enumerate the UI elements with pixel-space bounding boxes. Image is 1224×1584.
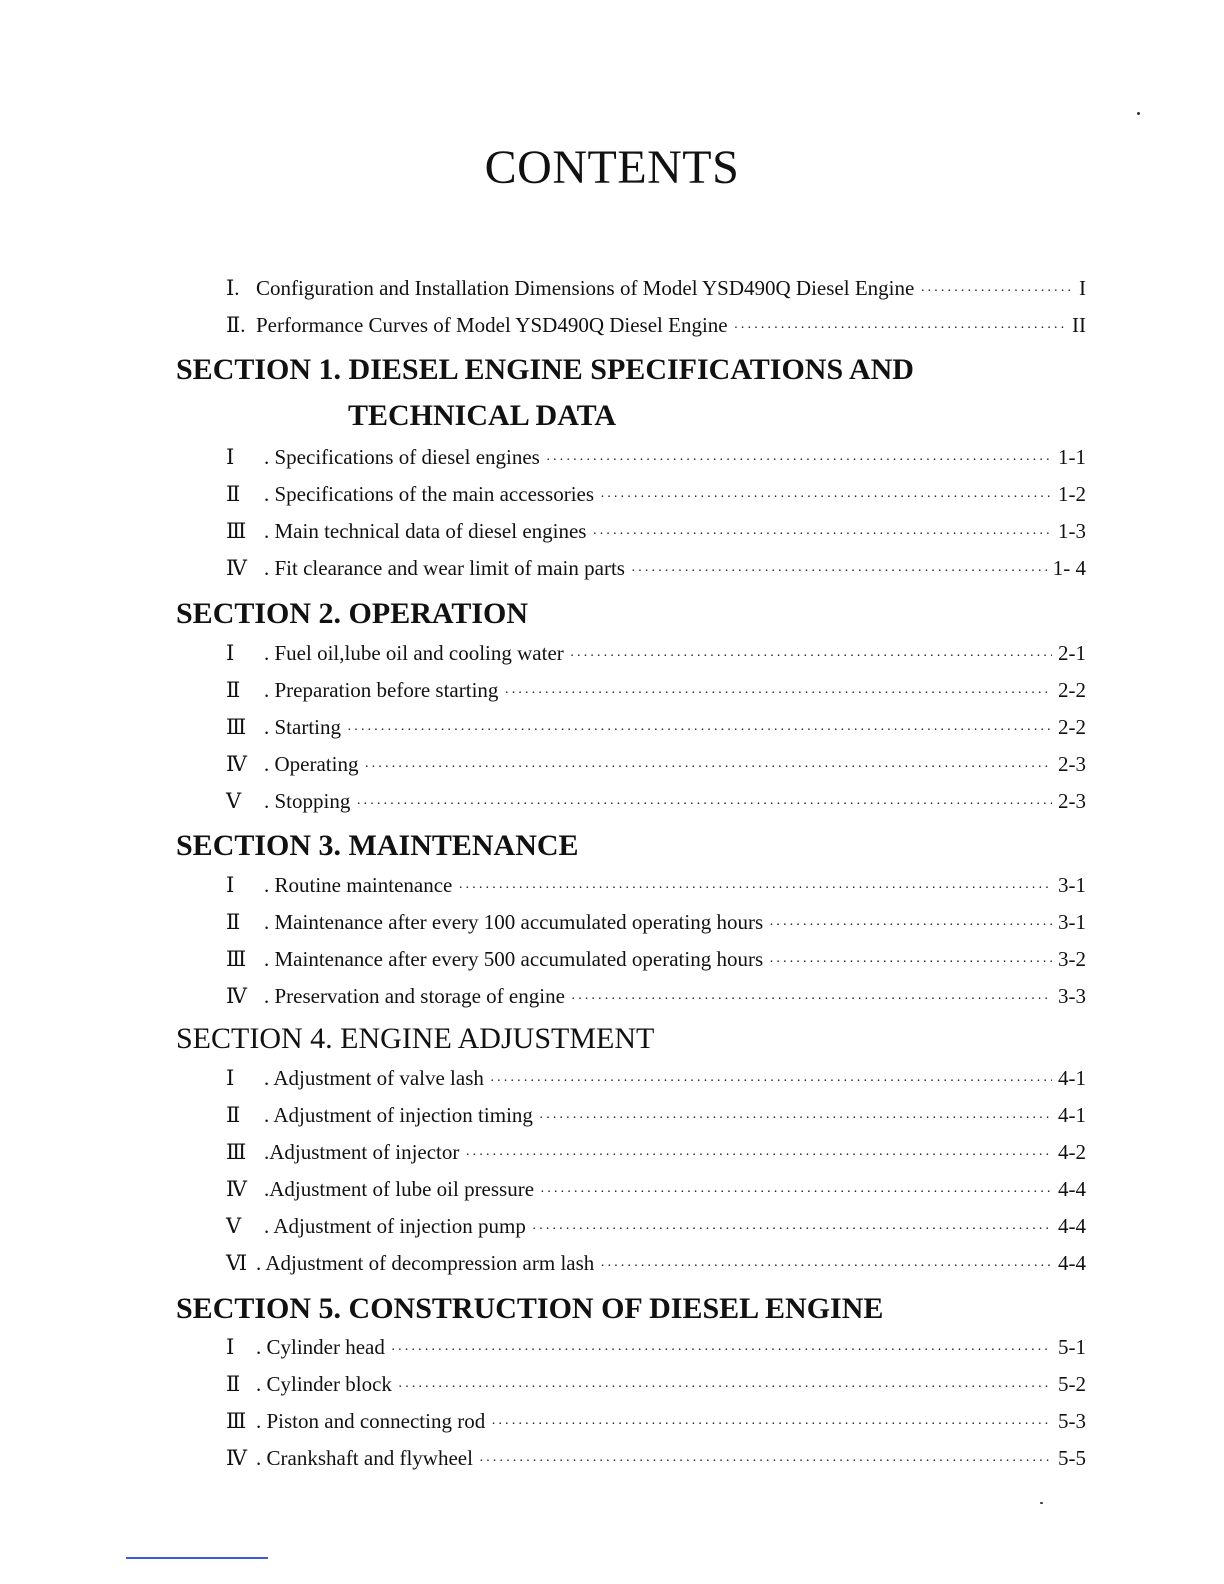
leader-dots (391, 1336, 1052, 1366)
leader-dots (491, 1410, 1052, 1440)
entry-number: Ⅲ (226, 1140, 247, 1164)
leader-dots (734, 314, 1066, 344)
entry-title: . Preservation and storage of engine (264, 984, 565, 1008)
entry-number: Ⅰ (226, 1066, 235, 1090)
entry-title: . Maintenance after every 100 accumulated operating hours (264, 910, 764, 934)
entry-number: Ⅳ (226, 556, 247, 580)
entry-page: 2-3 (1058, 789, 1086, 813)
entry-page: 2-3 (1058, 752, 1086, 776)
toc-entry-5-1[interactable] (226, 1332, 1086, 1362)
entry-page: 4-4 (1058, 1177, 1086, 1201)
leader-dots (356, 790, 1052, 820)
entry-page: 4-1 (1058, 1103, 1086, 1127)
entry-page: I (1079, 276, 1086, 300)
entry-title: . Starting (264, 715, 341, 739)
entry-title: Configuration and Installation Dimensions of Model YSD490Q Diesel Engine (256, 276, 915, 300)
entry-title: . Specifications of the main accessories (264, 482, 595, 506)
entry-number: Ⅲ (226, 715, 247, 739)
toc-entry-2-2[interactable] (226, 675, 1086, 705)
toc-entry-1-2[interactable] (226, 479, 1086, 509)
entry-title: .Adjustment of injector (264, 1140, 460, 1164)
entry-number: Ⅵ (226, 1251, 248, 1275)
entry-number: Ⅱ (226, 1103, 241, 1127)
entry-page: 4-4 (1058, 1214, 1086, 1238)
entry-title: . Preparation before starting (264, 678, 499, 702)
entry-number: Ⅳ (226, 1446, 247, 1470)
toc-entry-4-2[interactable] (226, 1100, 1086, 1130)
leader-dots (490, 1067, 1052, 1097)
toc-entry-4-6[interactable] (226, 1248, 1086, 1278)
entry-page: 1-2 (1058, 482, 1086, 506)
leader-dots (364, 753, 1052, 783)
entry-number: Ⅲ (226, 947, 247, 971)
leader-dots (398, 1373, 1052, 1403)
toc-entry-4-3[interactable] (226, 1137, 1086, 1167)
entry-number: Ⅲ (226, 1409, 247, 1433)
toc-entry-3-4[interactable] (226, 981, 1086, 1011)
entry-page: 2-1 (1058, 641, 1086, 665)
entry-title: . Fit clearance and wear limit of main parts (264, 556, 625, 580)
leader-dots (546, 446, 1052, 476)
entry-title: . Adjustment of decompression arm lash (256, 1251, 595, 1275)
entry-title: . Specifications of diesel engines (264, 445, 540, 469)
toc-entry-4-5[interactable] (226, 1211, 1086, 1241)
toc-entry-2-4[interactable] (226, 749, 1086, 779)
entry-page: 3-1 (1058, 910, 1086, 934)
entry-number: Ⅰ (226, 1335, 235, 1359)
leader-dots (532, 1215, 1052, 1245)
entry-title: . Cylinder block (256, 1372, 392, 1396)
leader-dots (769, 911, 1052, 941)
entry-title: . Main technical data of diesel engines (264, 519, 587, 543)
leader-dots (504, 679, 1052, 709)
entry-title: .Adjustment of lube oil pressure (264, 1177, 535, 1201)
entry-title: . Piston and connecting rod (256, 1409, 486, 1433)
leader-dots (570, 642, 1052, 672)
entry-page: 1-1 (1058, 445, 1086, 469)
toc-entry-1-4[interactable] (226, 553, 1086, 583)
entry-title: . Crankshaft and flywheel (256, 1446, 473, 1470)
leader-dots (631, 557, 1047, 587)
leader-dots (465, 1141, 1052, 1171)
toc-entry-3-1[interactable] (226, 870, 1086, 900)
toc-entry-2-3[interactable] (226, 712, 1086, 742)
entry-number: Ⅴ (226, 789, 242, 813)
entry-page: 4-2 (1058, 1140, 1086, 1164)
section-2-heading: SECTION 2. OPERATION (176, 597, 529, 630)
toc-entry-5-3[interactable] (226, 1406, 1086, 1436)
entry-page: 5-5 (1058, 1446, 1086, 1470)
entry-number: Ⅴ (226, 1214, 242, 1238)
entry-page: 2-2 (1058, 678, 1086, 702)
scan-speck (1137, 112, 1140, 115)
leader-dots (347, 716, 1052, 746)
entry-page: 3-2 (1058, 947, 1086, 971)
entry-number: Ⅲ (226, 519, 247, 543)
entry-title: . Adjustment of injection timing (264, 1103, 533, 1127)
leader-dots (600, 483, 1052, 513)
entry-title: . Cylinder head (256, 1335, 385, 1359)
entry-title: . Maintenance after every 500 accumulated operating hours (264, 947, 764, 971)
section-3-heading: SECTION 3. MAINTENANCE (176, 829, 579, 862)
section-1-heading: SECTION 1. DIESEL ENGINE SPECIFICATIONS AND (176, 353, 914, 386)
entry-page: II (1072, 313, 1086, 337)
toc-entry-5-2[interactable] (226, 1369, 1086, 1399)
entry-number: Ⅰ (226, 873, 235, 897)
entry-page: 4-1 (1058, 1066, 1086, 1090)
toc-entry-1-3[interactable] (226, 516, 1086, 546)
entry-title: . Routine maintenance (264, 873, 453, 897)
leader-dots (539, 1104, 1052, 1134)
entry-title: . Fuel oil,lube oil and cooling water (264, 641, 564, 665)
leader-dots (479, 1447, 1052, 1477)
section-1-heading-continued: TECHNICAL DATA (348, 399, 617, 432)
toc-entry-3-2[interactable] (226, 907, 1086, 937)
entry-title: Performance Curves of Model YSD490Q Diesel Engine (256, 313, 728, 337)
section-5-heading: SECTION 5. CONSTRUCTION OF DIESEL ENGINE (176, 1292, 884, 1325)
scan-speck (1040, 1502, 1043, 1504)
entry-page: 1- 4 (1052, 556, 1086, 580)
entry-number: Ⅳ (226, 984, 247, 1008)
toc-entry-4-4[interactable] (226, 1174, 1086, 1204)
page-title: CONTENTS (484, 141, 740, 194)
toc-entry-2-1[interactable] (226, 638, 1086, 668)
entry-title: . Operating (264, 752, 359, 776)
entry-title: . Adjustment of injection pump (264, 1214, 526, 1238)
section-4-heading: SECTION 4. ENGINE ADJUSTMENT (176, 1022, 655, 1055)
leader-dots (769, 948, 1052, 978)
entry-title: . Stopping (264, 789, 351, 813)
entry-page: 5-3 (1058, 1409, 1086, 1433)
leader-dots (600, 1252, 1052, 1282)
entry-number: Ⅱ. (226, 313, 246, 337)
leader-dots (540, 1178, 1052, 1208)
entry-page: 4-4 (1058, 1251, 1086, 1275)
entry-number: Ⅰ (226, 641, 235, 665)
toc-entry-1-1[interactable] (226, 442, 1086, 472)
toc-entry-2-5[interactable] (226, 786, 1086, 816)
toc-entry-4-1[interactable] (226, 1063, 1086, 1093)
toc-entry-performance-curves[interactable] (226, 310, 1086, 340)
toc-entry-5-4[interactable] (226, 1443, 1086, 1473)
entry-number: Ⅳ (226, 752, 247, 776)
entry-number: Ⅱ (226, 482, 241, 506)
entry-page: 1-3 (1058, 519, 1086, 543)
entry-page: 2-2 (1058, 715, 1086, 739)
entry-number: Ⅰ. (226, 276, 240, 300)
entry-number: Ⅰ (226, 445, 235, 469)
leader-dots (592, 520, 1052, 550)
entry-page: 5-1 (1058, 1335, 1086, 1359)
toc-entry-configuration[interactable] (226, 273, 1086, 303)
leader-dots (920, 277, 1073, 307)
entry-number: Ⅱ (226, 678, 241, 702)
entry-number: Ⅱ (226, 910, 241, 934)
footer-rule (126, 1557, 268, 1559)
entry-page: 3-3 (1058, 984, 1086, 1008)
entry-number: Ⅱ (226, 1372, 241, 1396)
entry-page: 3-1 (1058, 873, 1086, 897)
entry-number: Ⅳ (226, 1177, 247, 1201)
toc-entry-3-3[interactable] (226, 944, 1086, 974)
entry-page: 5-2 (1058, 1372, 1086, 1396)
leader-dots (458, 874, 1052, 904)
entry-title: . Adjustment of valve lash (264, 1066, 484, 1090)
leader-dots (571, 985, 1052, 1015)
